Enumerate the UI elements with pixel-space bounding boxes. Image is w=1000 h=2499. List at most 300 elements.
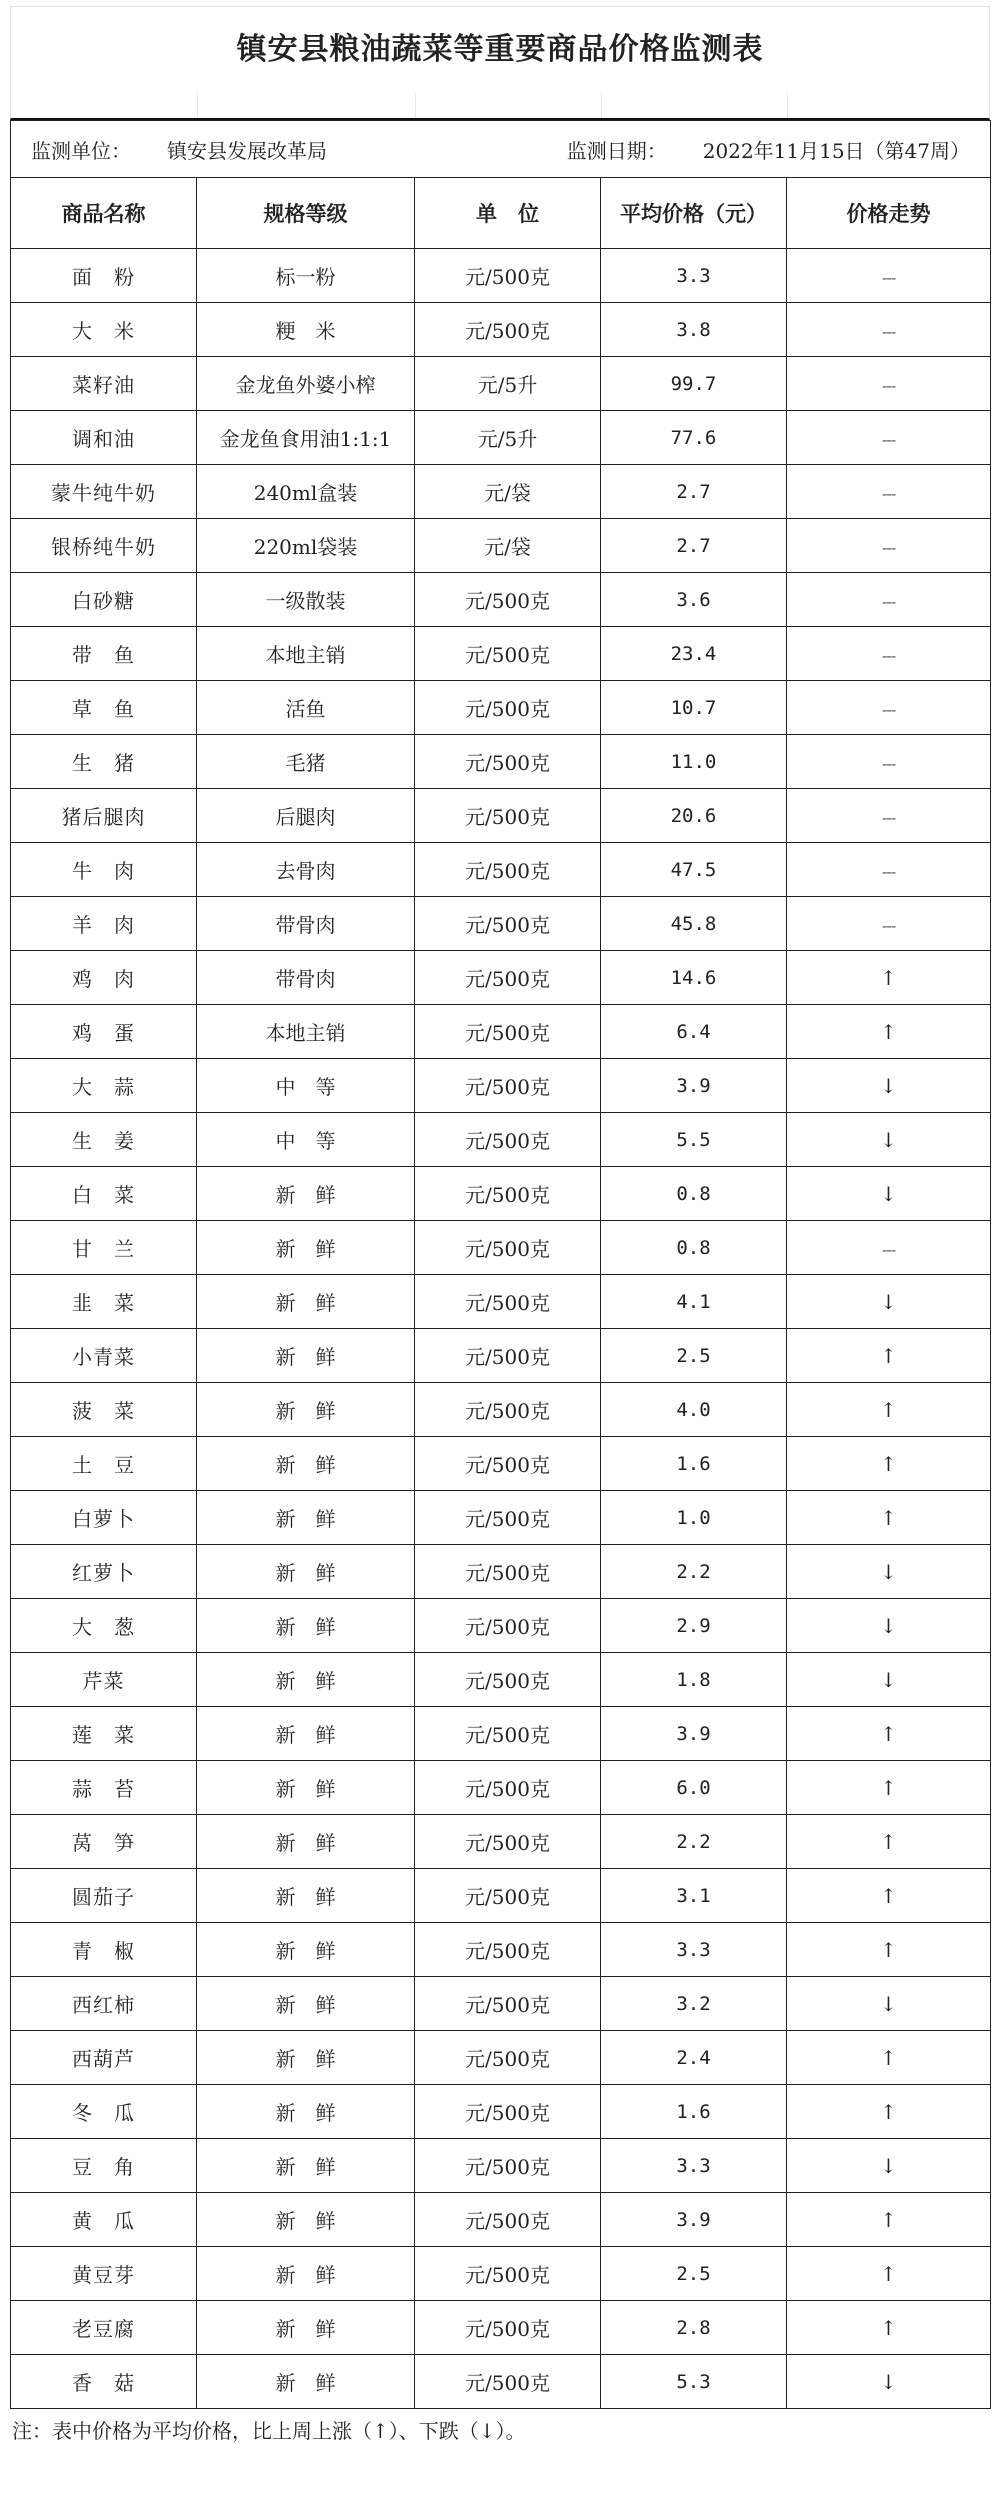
- trend-indicator: ↓: [880, 1289, 897, 1314]
- cell-price: 5.3: [601, 2355, 787, 2409]
- trend-indicator: ↑: [880, 2207, 897, 2232]
- cell-spec: 240ml盒装: [197, 465, 415, 519]
- cell-price: 3.3: [601, 249, 787, 303]
- cell-name: 冬 瓜: [11, 2085, 197, 2139]
- cell-unit: 元/500克: [415, 1923, 601, 1977]
- cell-spec: 金龙鱼外婆小榨: [197, 357, 415, 411]
- trend-indicator: ---: [881, 915, 896, 935]
- table-row: [11, 951, 991, 1005]
- trend-indicator: ---: [881, 807, 896, 827]
- cell-name: 菜籽油: [11, 357, 197, 411]
- cell-trend: [787, 411, 991, 465]
- footnote: 注：表中价格为平均价格，比上周上涨（↑）、下跌（↓）。: [12, 2419, 526, 2443]
- cell-spec: 后腿肉: [197, 789, 415, 843]
- table-row: [11, 1383, 991, 1437]
- table-row: [11, 1491, 991, 1545]
- monitor-unit-value: 镇安县发展改革局: [167, 138, 327, 163]
- cell-price: 2.5: [601, 1329, 787, 1383]
- cell-trend: [787, 1869, 991, 1923]
- table-row: [11, 1761, 991, 1815]
- table-row: [11, 303, 991, 357]
- cell-trend: [787, 1491, 991, 1545]
- cell-name: 白砂糖: [11, 573, 197, 627]
- cell-price: 4.0: [601, 1383, 787, 1437]
- cell-trend: [787, 951, 991, 1005]
- trend-indicator: ↓: [880, 1073, 897, 1098]
- cell-price: 1.6: [601, 1437, 787, 1491]
- cell-unit: 元/袋: [415, 465, 601, 519]
- trend-indicator: ↓: [880, 1181, 897, 1206]
- trend-indicator: ↑: [880, 1505, 897, 1530]
- cell-price: 99.7: [601, 357, 787, 411]
- cell-name: 老豆腐: [11, 2301, 197, 2355]
- spreadsheet-gridline: [10, 93, 990, 120]
- cell-trend: [787, 2139, 991, 2193]
- table-row: [11, 897, 991, 951]
- cell-unit: 元/500克: [415, 1707, 601, 1761]
- cell-name: 鸡 肉: [11, 951, 197, 1005]
- trend-indicator: ↑: [880, 1883, 897, 1908]
- trend-indicator: ↑: [880, 1721, 897, 1746]
- trend-indicator: ↑: [880, 1397, 897, 1422]
- cell-name: 甘 兰: [11, 1221, 197, 1275]
- trend-indicator: ---: [881, 591, 896, 611]
- cell-price: 3.1: [601, 1869, 787, 1923]
- cell-name: 青 椒: [11, 1923, 197, 1977]
- cell-trend: [787, 1923, 991, 1977]
- cell-name: 大 米: [11, 303, 197, 357]
- cell-trend: [787, 627, 991, 681]
- cell-name: 圆茄子: [11, 1869, 197, 1923]
- cell-spec: 粳 米: [197, 303, 415, 357]
- cell-unit: 元/500克: [415, 1167, 601, 1221]
- cell-name: 带 鱼: [11, 627, 197, 681]
- cell-spec: 一级散装: [197, 573, 415, 627]
- cell-price: 6.0: [601, 1761, 787, 1815]
- cell-price: 1.0: [601, 1491, 787, 1545]
- monitor-date-label: 监测日期：: [566, 138, 667, 163]
- table-row: [11, 1977, 991, 2031]
- cell-trend: [787, 1005, 991, 1059]
- monitor-date: [567, 135, 970, 164]
- table-body: [11, 249, 991, 2409]
- cell-unit: 元/500克: [415, 627, 601, 681]
- cell-spec: 新 鲜: [197, 1977, 415, 2031]
- table-row: [11, 1005, 991, 1059]
- cell-name: 大 葱: [11, 1599, 197, 1653]
- table-row: [11, 1275, 991, 1329]
- cell-name: 小青菜: [11, 1329, 197, 1383]
- cell-trend: [787, 1545, 991, 1599]
- cell-price: 1.6: [601, 2085, 787, 2139]
- cell-name: 生 姜: [11, 1113, 197, 1167]
- table-row: [11, 1437, 991, 1491]
- cell-trend: [787, 357, 991, 411]
- cell-name: 蒜 苔: [11, 1761, 197, 1815]
- cell-price: 47.5: [601, 843, 787, 897]
- cell-unit: 元/500克: [415, 1221, 601, 1275]
- cell-unit: 元/500克: [415, 1491, 601, 1545]
- trend-indicator: ↑: [880, 965, 897, 990]
- cell-trend: [787, 1059, 991, 1113]
- cell-name: 草 鱼: [11, 681, 197, 735]
- cell-price: 2.7: [601, 465, 787, 519]
- table-row: [11, 843, 991, 897]
- cell-unit: 元/500克: [415, 303, 601, 357]
- header-name: 商品名称: [11, 178, 197, 249]
- cell-name: 蒙牛纯牛奶: [11, 465, 197, 519]
- cell-unit: 元/500克: [415, 1059, 601, 1113]
- table-row: [11, 249, 991, 303]
- table-row: [11, 1113, 991, 1167]
- cell-spec: 新 鲜: [197, 2355, 415, 2409]
- cell-unit: 元/5升: [415, 357, 601, 411]
- trend-indicator: ↑: [880, 1775, 897, 1800]
- table-row: [11, 465, 991, 519]
- cell-spec: 新 鲜: [197, 1599, 415, 1653]
- cell-spec: 新 鲜: [197, 2301, 415, 2355]
- cell-trend: [787, 1599, 991, 1653]
- cell-trend: [787, 1707, 991, 1761]
- cell-name: 芹菜: [11, 1653, 197, 1707]
- cell-price: 3.8: [601, 303, 787, 357]
- cell-spec: 新 鲜: [197, 1707, 415, 1761]
- table-row: [11, 2355, 991, 2409]
- cell-name: 土 豆: [11, 1437, 197, 1491]
- table-row: [11, 735, 991, 789]
- trend-indicator: ↓: [880, 1559, 897, 1584]
- cell-spec: 本地主销: [197, 627, 415, 681]
- cell-price: 0.8: [601, 1221, 787, 1275]
- trend-indicator: ↓: [880, 1667, 897, 1692]
- cell-trend: [787, 1329, 991, 1383]
- cell-name: 羊 肉: [11, 897, 197, 951]
- cell-price: 3.3: [601, 1923, 787, 1977]
- cell-price: 2.7: [601, 519, 787, 573]
- table-row: [11, 1329, 991, 1383]
- cell-unit: 元/500克: [415, 897, 601, 951]
- cell-spec: 活鱼: [197, 681, 415, 735]
- cell-price: 14.6: [601, 951, 787, 1005]
- cell-trend: [787, 897, 991, 951]
- cell-price: 45.8: [601, 897, 787, 951]
- cell-name: 猪后腿肉: [11, 789, 197, 843]
- cell-spec: 中 等: [197, 1059, 415, 1113]
- cell-trend: [787, 1761, 991, 1815]
- info-row: [11, 121, 991, 178]
- cell-trend: [787, 2301, 991, 2355]
- cell-price: 4.1: [601, 1275, 787, 1329]
- trend-indicator: ↑: [880, 1343, 897, 1368]
- cell-price: 10.7: [601, 681, 787, 735]
- cell-spec: 新 鲜: [197, 2247, 415, 2301]
- cell-price: 77.6: [601, 411, 787, 465]
- cell-unit: 元/500克: [415, 1545, 601, 1599]
- trend-indicator: ↓: [880, 1613, 897, 1638]
- cell-name: 红萝卜: [11, 1545, 197, 1599]
- trend-indicator: ↑: [880, 2099, 897, 2124]
- cell-spec: 中 等: [197, 1113, 415, 1167]
- monitor-unit: [31, 135, 327, 164]
- cell-trend: [787, 1437, 991, 1491]
- trend-indicator: ↑: [880, 2315, 897, 2340]
- cell-spec: 新 鲜: [197, 1761, 415, 1815]
- cell-name: 莲 菜: [11, 1707, 197, 1761]
- trend-indicator: ---: [881, 861, 896, 881]
- cell-trend: [787, 2247, 991, 2301]
- table-row: [11, 2139, 991, 2193]
- trend-indicator: ---: [881, 375, 896, 395]
- cell-price: 0.8: [601, 1167, 787, 1221]
- table-row: [11, 1167, 991, 1221]
- trend-indicator: ---: [881, 645, 896, 665]
- cell-trend: [787, 2355, 991, 2409]
- monitor-date-value: 2022年11月15日（第47周）: [702, 138, 971, 163]
- table-row: [11, 681, 991, 735]
- cell-spec: 毛猪: [197, 735, 415, 789]
- cell-unit: 元/500克: [415, 2355, 601, 2409]
- cell-spec: 新 鲜: [197, 2085, 415, 2139]
- cell-unit: 元/500克: [415, 951, 601, 1005]
- cell-trend: [787, 573, 991, 627]
- trend-indicator: ↓: [880, 1127, 897, 1152]
- cell-trend: [787, 735, 991, 789]
- cell-name: 西葫芦: [11, 2031, 197, 2085]
- table-row: [11, 1869, 991, 1923]
- cell-price: 2.2: [601, 1815, 787, 1869]
- trend-indicator: ↑: [880, 1019, 897, 1044]
- cell-unit: 元/500克: [415, 573, 601, 627]
- cell-unit: 元/500克: [415, 1599, 601, 1653]
- trend-indicator: ---: [881, 321, 896, 341]
- cell-unit: 元/500克: [415, 2193, 601, 2247]
- cell-name: 莴 笋: [11, 1815, 197, 1869]
- cell-trend: [787, 465, 991, 519]
- cell-price: 3.9: [601, 2193, 787, 2247]
- cell-spec: 新 鲜: [197, 1221, 415, 1275]
- cell-name: 西红柿: [11, 1977, 197, 2031]
- cell-price: 2.2: [601, 1545, 787, 1599]
- trend-indicator: ↓: [880, 2369, 897, 2394]
- table-row: [11, 357, 991, 411]
- table-row: [11, 1221, 991, 1275]
- cell-price: 2.5: [601, 2247, 787, 2301]
- cell-trend: [787, 843, 991, 897]
- cell-trend: [787, 789, 991, 843]
- cell-unit: 元/500克: [415, 1815, 601, 1869]
- cell-unit: 元/500克: [415, 1977, 601, 2031]
- cell-spec: 新 鲜: [197, 1329, 415, 1383]
- trend-indicator: ↓: [880, 2153, 897, 2178]
- page-title: 镇安县粮油蔬菜等重要商品价格监测表: [10, 6, 990, 93]
- trend-indicator: ↑: [880, 1829, 897, 1854]
- cell-trend: [787, 1275, 991, 1329]
- cell-price: 5.5: [601, 1113, 787, 1167]
- cell-unit: 元/500克: [415, 789, 601, 843]
- table-row: [11, 1707, 991, 1761]
- cell-unit: 元/500克: [415, 1761, 601, 1815]
- trend-indicator: ---: [881, 699, 896, 719]
- cell-unit: 元/500克: [415, 1329, 601, 1383]
- header-unit: 单 位: [415, 178, 601, 249]
- cell-spec: 新 鲜: [197, 1491, 415, 1545]
- table-row: [11, 2247, 991, 2301]
- trend-indicator: ↓: [880, 1991, 897, 2016]
- cell-name: 白萝卜: [11, 1491, 197, 1545]
- cell-trend: [787, 2193, 991, 2247]
- cell-spec: 新 鲜: [197, 1653, 415, 1707]
- cell-name: 黄 瓜: [11, 2193, 197, 2247]
- cell-name: 鸡 蛋: [11, 1005, 197, 1059]
- trend-indicator: ↑: [880, 2261, 897, 2286]
- table-row: [11, 2031, 991, 2085]
- trend-indicator: ↑: [880, 2045, 897, 2070]
- cell-unit: 元/500克: [415, 843, 601, 897]
- table-row: [11, 1545, 991, 1599]
- cell-price: 3.9: [601, 1059, 787, 1113]
- cell-trend: [787, 1815, 991, 1869]
- cell-unit: 元/500克: [415, 1869, 601, 1923]
- cell-spec: 新 鲜: [197, 1383, 415, 1437]
- cell-spec: 新 鲜: [197, 1167, 415, 1221]
- trend-indicator: ↑: [880, 1937, 897, 1962]
- cell-price: 11.0: [601, 735, 787, 789]
- cell-unit: 元/500克: [415, 249, 601, 303]
- table-row: [11, 1815, 991, 1869]
- table-row: [11, 627, 991, 681]
- trend-indicator: ---: [881, 267, 896, 287]
- cell-spec: 新 鲜: [197, 2193, 415, 2247]
- cell-unit: 元/500克: [415, 1383, 601, 1437]
- table-row: [11, 2301, 991, 2355]
- cell-price: 23.4: [601, 627, 787, 681]
- cell-name: 白 菜: [11, 1167, 197, 1221]
- cell-trend: [787, 519, 991, 573]
- cell-name: 大 蒜: [11, 1059, 197, 1113]
- trend-indicator: ---: [881, 753, 896, 773]
- table-row: [11, 573, 991, 627]
- cell-trend: [787, 2031, 991, 2085]
- cell-name: 面 粉: [11, 249, 197, 303]
- trend-indicator: ---: [881, 1239, 896, 1259]
- cell-price: 3.3: [601, 2139, 787, 2193]
- cell-price: 2.9: [601, 1599, 787, 1653]
- cell-unit: 元/500克: [415, 1653, 601, 1707]
- cell-price: 1.8: [601, 1653, 787, 1707]
- cell-price: 3.6: [601, 573, 787, 627]
- cell-trend: [787, 1977, 991, 2031]
- table-row: [11, 789, 991, 843]
- cell-unit: 元/500克: [415, 1113, 601, 1167]
- cell-unit: 元/500克: [415, 2301, 601, 2355]
- cell-price: 6.4: [601, 1005, 787, 1059]
- cell-spec: 带骨肉: [197, 897, 415, 951]
- cell-name: 生 猪: [11, 735, 197, 789]
- cell-name: 牛 肉: [11, 843, 197, 897]
- cell-price: 2.4: [601, 2031, 787, 2085]
- cell-name: 菠 菜: [11, 1383, 197, 1437]
- cell-trend: [787, 2085, 991, 2139]
- cell-trend: [787, 1113, 991, 1167]
- cell-unit: 元/500克: [415, 1275, 601, 1329]
- cell-spec: 去骨肉: [197, 843, 415, 897]
- trend-indicator: ---: [881, 429, 896, 449]
- cell-trend: [787, 681, 991, 735]
- cell-price: 20.6: [601, 789, 787, 843]
- cell-spec: 新 鲜: [197, 1545, 415, 1599]
- table-row: [11, 1059, 991, 1113]
- cell-unit: 元/500克: [415, 1437, 601, 1491]
- cell-name: 韭 菜: [11, 1275, 197, 1329]
- monitor-unit-label: 监测单位：: [31, 138, 131, 163]
- cell-trend: [787, 1653, 991, 1707]
- cell-unit: 元/500克: [415, 735, 601, 789]
- cell-price: 3.2: [601, 1977, 787, 2031]
- header-row: [11, 178, 991, 249]
- cell-name: 调和油: [11, 411, 197, 465]
- table-row: [11, 1599, 991, 1653]
- table-row: [11, 2193, 991, 2247]
- cell-spec: 新 鲜: [197, 1275, 415, 1329]
- cell-name: 香 菇: [11, 2355, 197, 2409]
- cell-price: 3.9: [601, 1707, 787, 1761]
- cell-spec: 新 鲜: [197, 1437, 415, 1491]
- cell-unit: 元/袋: [415, 519, 601, 573]
- cell-trend: [787, 1221, 991, 1275]
- cell-unit: 元/5升: [415, 411, 601, 465]
- table-row: [11, 411, 991, 465]
- trend-indicator: ↑: [880, 1451, 897, 1476]
- cell-spec: 新 鲜: [197, 1815, 415, 1869]
- price-sheet: [10, 6, 990, 2457]
- info-cell: [11, 121, 991, 178]
- cell-trend: [787, 303, 991, 357]
- cell-spec: 新 鲜: [197, 2139, 415, 2193]
- cell-unit: 元/500克: [415, 2247, 601, 2301]
- cell-spec: 新 鲜: [197, 1923, 415, 1977]
- cell-spec: 新 鲜: [197, 1869, 415, 1923]
- cell-price: 2.8: [601, 2301, 787, 2355]
- cell-unit: 元/500克: [415, 1005, 601, 1059]
- cell-name: 银桥纯牛奶: [11, 519, 197, 573]
- cell-trend: [787, 1167, 991, 1221]
- cell-spec: 标一粉: [197, 249, 415, 303]
- table-row: [11, 2085, 991, 2139]
- cell-unit: 元/500克: [415, 2139, 601, 2193]
- cell-name: 黄豆芽: [11, 2247, 197, 2301]
- trend-indicator: ---: [881, 537, 896, 557]
- cell-spec: 金龙鱼食用油1:1:1: [197, 411, 415, 465]
- cell-trend: [787, 249, 991, 303]
- table-row: [11, 519, 991, 573]
- header-trend: 价格走势: [787, 178, 991, 249]
- table-row: [11, 1923, 991, 1977]
- cell-name: 豆 角: [11, 2139, 197, 2193]
- cell-trend: [787, 1383, 991, 1437]
- cell-spec: 带骨肉: [197, 951, 415, 1005]
- price-table: [10, 120, 991, 2409]
- header-price: 平均价格（元）: [601, 178, 787, 249]
- header-spec: 规格等级: [197, 178, 415, 249]
- cell-unit: 元/500克: [415, 2031, 601, 2085]
- cell-spec: 本地主销: [197, 1005, 415, 1059]
- cell-spec: 220ml袋装: [197, 519, 415, 573]
- cell-unit: 元/500克: [415, 2085, 601, 2139]
- cell-unit: 元/500克: [415, 681, 601, 735]
- trend-indicator: ---: [881, 483, 896, 503]
- table-row: [11, 1653, 991, 1707]
- cell-spec: 新 鲜: [197, 2031, 415, 2085]
